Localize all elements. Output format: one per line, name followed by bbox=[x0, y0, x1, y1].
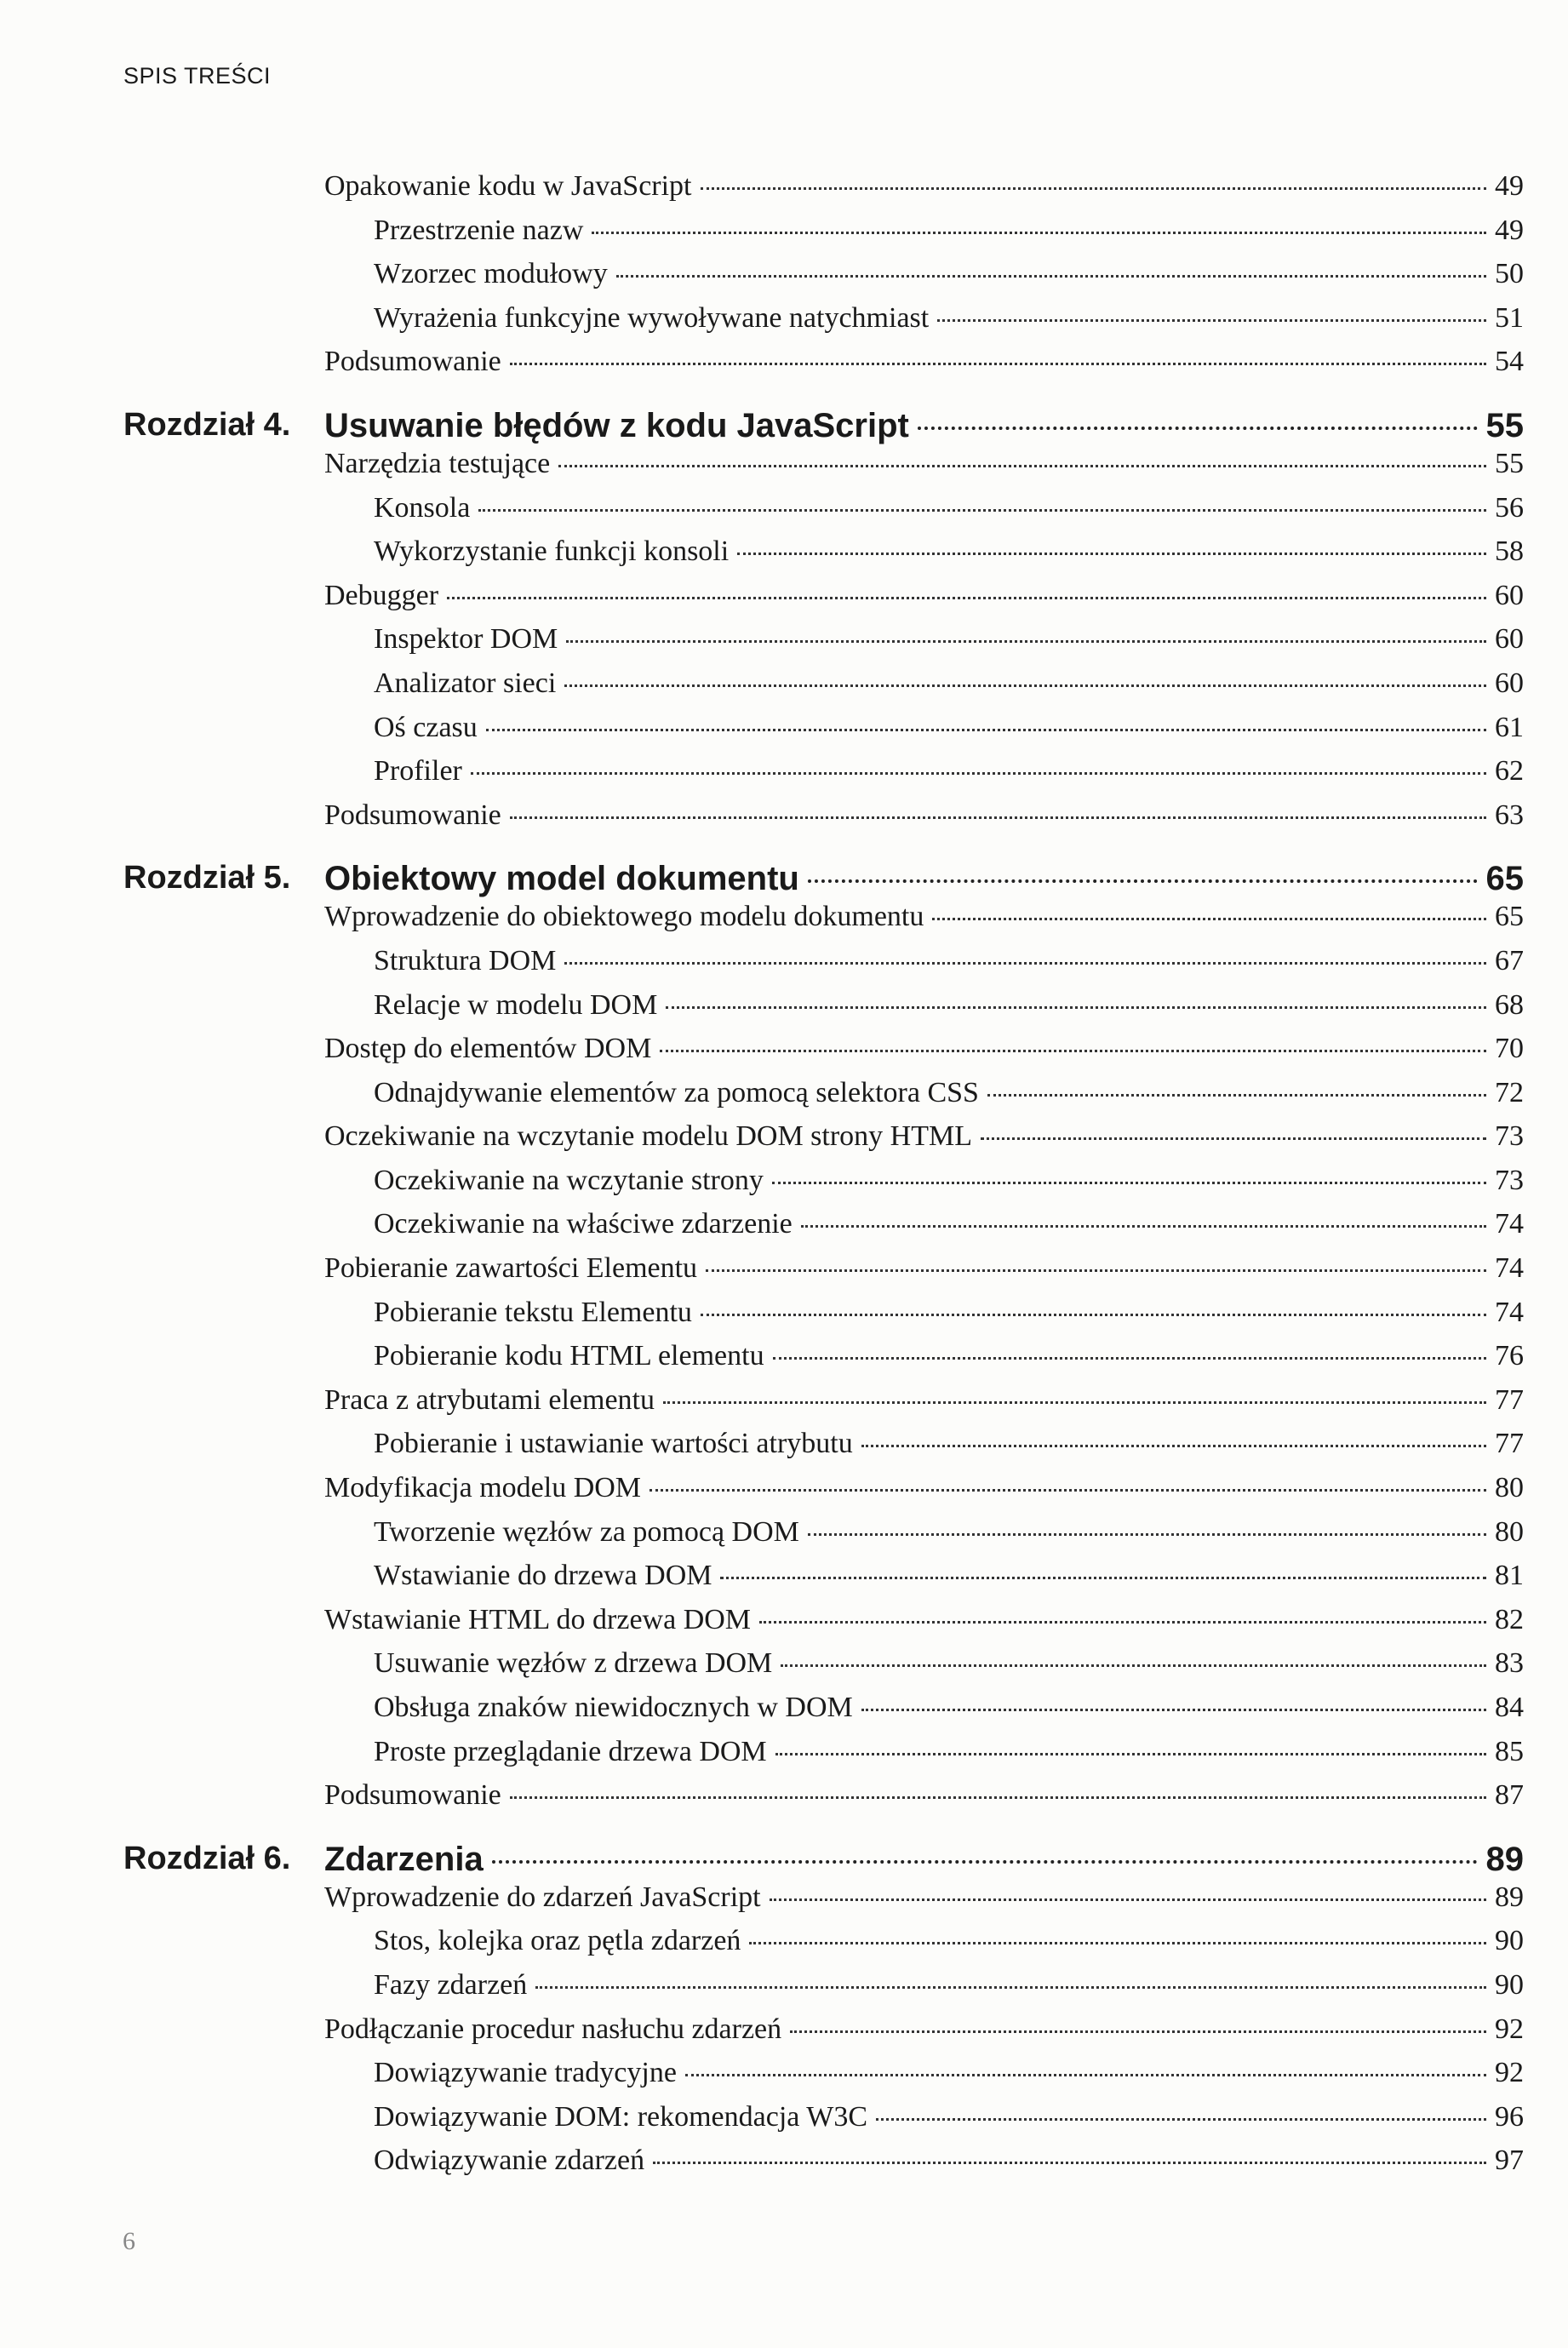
toc-entry-title: Wprowadzenie do obiektowego modelu dokumentu bbox=[324, 901, 924, 933]
toc-entry[interactable] bbox=[0, 2139, 1568, 2184]
toc-entry[interactable] bbox=[0, 1335, 1568, 1379]
toc-entry-title: Pobieranie zawartości Elementu bbox=[324, 1252, 698, 1285]
toc-entry-page: 90 bbox=[1495, 1968, 1524, 2001]
toc-entry-title: Fazy zdarzeń bbox=[374, 1968, 528, 2001]
toc-entry-page: 77 bbox=[1495, 1428, 1524, 1460]
toc-entry[interactable] bbox=[0, 1247, 1568, 1291]
toc-entry-title: Pobieranie tekstu Elementu bbox=[374, 1296, 692, 1328]
toc-entry-title: Debugger bbox=[324, 579, 439, 611]
toc-entry-page: 54 bbox=[1495, 346, 1524, 378]
toc-entry-page: 80 bbox=[1495, 1515, 1524, 1548]
toc-entry-page: 92 bbox=[1495, 2013, 1524, 2045]
toc-entry-page: 80 bbox=[1495, 1472, 1524, 1504]
toc-entry-title: Obsługa znaków niewidocznych w DOM bbox=[374, 1692, 853, 1723]
toc-entry[interactable] bbox=[0, 1964, 1568, 2008]
toc-entry-title: Wykorzystanie funkcji konsoli bbox=[374, 535, 730, 568]
dot-leader bbox=[773, 1357, 1486, 1360]
dot-leader bbox=[808, 879, 1478, 883]
toc-entry[interactable] bbox=[0, 1687, 1568, 1731]
toc-entry-page: 84 bbox=[1495, 1692, 1524, 1723]
toc-entry[interactable] bbox=[0, 794, 1568, 839]
toc-entry-page: 74 bbox=[1495, 1208, 1524, 1240]
toc-entry-page: 74 bbox=[1495, 1252, 1524, 1285]
toc-entry-title: Oczekiwanie na wczytanie modelu DOM strony HTML bbox=[324, 1120, 972, 1153]
dot-leader bbox=[918, 427, 1478, 430]
dot-leader bbox=[937, 319, 1486, 322]
toc-entry-title: Oczekiwanie na właściwe zdarzenie bbox=[374, 1208, 793, 1240]
toc-entry-page: 92 bbox=[1495, 2057, 1524, 2089]
toc-entry-title: Podsumowanie bbox=[324, 346, 501, 378]
toc-entry-title: Pobieranie kodu HTML elementu bbox=[374, 1340, 764, 1372]
chapter-heading[interactable] bbox=[0, 851, 1568, 896]
toc-entry[interactable] bbox=[0, 253, 1568, 297]
toc-entry-title: Konsola bbox=[374, 491, 471, 524]
toc-entry-title: Profiler bbox=[374, 755, 462, 787]
toc-entry[interactable] bbox=[0, 1774, 1568, 1818]
toc-entry-page: 89 bbox=[1495, 1881, 1524, 1913]
toc-entry-page: 51 bbox=[1495, 301, 1524, 334]
toc-entry-title: Wprowadzenie do zdarzeń JavaScript bbox=[324, 1881, 761, 1913]
dot-leader bbox=[653, 2162, 1486, 2164]
toc-entry[interactable] bbox=[0, 209, 1568, 254]
toc-entry[interactable] bbox=[0, 487, 1568, 531]
toc-entry-page: 62 bbox=[1495, 755, 1524, 787]
toc-entry-title: Modyfikacja modelu DOM bbox=[324, 1472, 642, 1504]
toc-entry[interactable] bbox=[0, 1291, 1568, 1336]
chapter-page: 55 bbox=[1485, 406, 1524, 444]
toc-entry-title: Wstawianie HTML do drzewa DOM bbox=[324, 1603, 752, 1635]
dot-leader bbox=[558, 465, 1486, 467]
dot-leader bbox=[770, 1898, 1486, 1901]
chapter-title: Obiektowy model dokumentu bbox=[324, 860, 799, 898]
toc-entry-page: 49 bbox=[1495, 214, 1524, 246]
toc-entry-title: Dowiązywanie DOM: rekomendacja W3C bbox=[374, 2100, 868, 2133]
toc-entry-page: 49 bbox=[1495, 170, 1524, 202]
toc-entry[interactable] bbox=[0, 2096, 1568, 2140]
toc-entry[interactable] bbox=[0, 662, 1568, 707]
dot-leader bbox=[471, 772, 1486, 775]
dot-leader bbox=[478, 509, 1486, 512]
toc-entry[interactable] bbox=[0, 1379, 1568, 1423]
toc-entry-title: Odwiązywanie zdarzeń bbox=[374, 2145, 645, 2177]
dot-leader bbox=[706, 1269, 1486, 1272]
toc-entry-page: 73 bbox=[1495, 1164, 1524, 1196]
toc-entry-title: Wyrażenia funkcyjne wywoływane natychmiast bbox=[374, 301, 930, 334]
chapter-number: Rozdział 6. bbox=[123, 1840, 291, 1876]
toc-entry[interactable] bbox=[0, 1467, 1568, 1511]
dot-leader bbox=[535, 1986, 1486, 1989]
chapter-page: 89 bbox=[1485, 1840, 1524, 1878]
dot-leader bbox=[981, 1137, 1486, 1140]
toc-entry-page: 65 bbox=[1495, 901, 1524, 933]
toc-entry[interactable] bbox=[0, 1160, 1568, 1204]
toc-entry[interactable] bbox=[0, 1876, 1568, 1921]
toc-entry[interactable] bbox=[0, 443, 1568, 487]
dot-leader bbox=[861, 1445, 1486, 1447]
dot-leader bbox=[861, 1709, 1486, 1711]
dot-leader bbox=[510, 1796, 1486, 1799]
chapter-heading[interactable] bbox=[0, 1832, 1568, 1876]
toc-entry[interactable] bbox=[0, 1511, 1568, 1555]
dot-leader bbox=[447, 597, 1486, 599]
toc-entry-title: Wzorzec modułowy bbox=[374, 258, 608, 290]
toc-entry[interactable] bbox=[0, 750, 1568, 794]
dot-leader bbox=[737, 553, 1486, 555]
toc-entry-page: 61 bbox=[1495, 711, 1524, 743]
chapter-heading[interactable] bbox=[0, 398, 1568, 443]
toc-entry-page: 87 bbox=[1495, 1779, 1524, 1812]
toc-entry-title: Oczekiwanie na wczytanie strony bbox=[374, 1164, 764, 1196]
dot-leader bbox=[790, 2030, 1486, 2033]
dot-leader bbox=[566, 640, 1486, 643]
table-of-contents bbox=[0, 165, 1568, 2184]
toc-entry[interactable] bbox=[0, 1642, 1568, 1687]
toc-entry-page: 60 bbox=[1495, 579, 1524, 611]
toc-entry-page: 83 bbox=[1495, 1647, 1524, 1680]
toc-entry-page: 63 bbox=[1495, 799, 1524, 831]
toc-entry-title: Oś czasu bbox=[374, 711, 478, 743]
toc-entry-title: Stos, kolejka oraz pętla zdarzeń bbox=[374, 1925, 741, 1957]
toc-entry[interactable] bbox=[0, 618, 1568, 662]
toc-entry[interactable] bbox=[0, 165, 1568, 209]
dot-leader bbox=[801, 1225, 1486, 1228]
toc-entry[interactable] bbox=[0, 940, 1568, 984]
running-header: SPIS TREŚCI bbox=[123, 63, 272, 89]
dot-leader bbox=[720, 1577, 1486, 1579]
toc-entry-page: 74 bbox=[1495, 1296, 1524, 1328]
toc-entry[interactable] bbox=[0, 1599, 1568, 1643]
toc-entry-title: Podsumowanie bbox=[324, 799, 501, 831]
toc-entry-page: 58 bbox=[1495, 535, 1524, 568]
dot-leader bbox=[749, 1942, 1486, 1944]
toc-entry-page: 60 bbox=[1495, 623, 1524, 656]
toc-entry-title: Podsumowanie bbox=[324, 1779, 501, 1812]
dot-leader bbox=[781, 1664, 1486, 1667]
toc-entry[interactable] bbox=[0, 297, 1568, 341]
dot-leader bbox=[564, 962, 1486, 965]
toc-entry-title: Dowiązywanie tradycyjne bbox=[374, 2057, 677, 2089]
dot-leader bbox=[660, 1050, 1486, 1052]
toc-entry-title: Dostęp do elementów DOM bbox=[324, 1033, 652, 1065]
toc-entry[interactable] bbox=[0, 1555, 1568, 1599]
dot-leader bbox=[987, 1094, 1486, 1097]
toc-entry-title: Praca z atrybutami elementu bbox=[324, 1383, 655, 1416]
dot-leader bbox=[701, 187, 1486, 190]
toc-entry-title: Usuwanie węzłów z drzewa DOM bbox=[374, 1647, 773, 1680]
toc-entry-title: Pobieranie i ustawianie wartości atrybutu bbox=[374, 1428, 853, 1460]
chapter-title: Zdarzenia bbox=[324, 1840, 484, 1878]
toc-entry-page: 60 bbox=[1495, 667, 1524, 699]
toc-entry[interactable] bbox=[0, 1423, 1568, 1467]
toc-entry-title: Proste przeglądanie drzewa DOM bbox=[374, 1735, 767, 1767]
dot-leader bbox=[564, 684, 1486, 687]
chapter-title: Usuwanie błędów z kodu JavaScript bbox=[324, 406, 909, 444]
toc-entry-page: 77 bbox=[1495, 1383, 1524, 1416]
toc-entry-page: 72 bbox=[1495, 1076, 1524, 1108]
chapter-number: Rozdział 4. bbox=[123, 406, 291, 443]
toc-entry-page: 81 bbox=[1495, 1560, 1524, 1592]
toc-entry-title: Struktura DOM bbox=[374, 944, 557, 976]
toc-entry[interactable] bbox=[0, 1072, 1568, 1116]
toc-entry-title: Opakowanie kodu w JavaScript bbox=[324, 170, 692, 202]
page-number: 6 bbox=[123, 2227, 135, 2255]
toc-entry[interactable] bbox=[0, 896, 1568, 940]
dot-leader bbox=[772, 1182, 1486, 1184]
toc-entry[interactable] bbox=[0, 984, 1568, 1028]
toc-entry[interactable] bbox=[0, 530, 1568, 575]
toc-entry-title: Wstawianie do drzewa DOM bbox=[374, 1560, 712, 1592]
toc-entry-page: 97 bbox=[1495, 2145, 1524, 2177]
toc-entry[interactable] bbox=[0, 575, 1568, 619]
toc-entry-page: 67 bbox=[1495, 944, 1524, 976]
dot-leader bbox=[510, 816, 1486, 819]
toc-entry-title: Przestrzenie nazw bbox=[374, 214, 584, 246]
toc-entry-page: 70 bbox=[1495, 1033, 1524, 1065]
chapter-page: 65 bbox=[1485, 860, 1524, 898]
dot-leader bbox=[492, 1860, 1478, 1864]
toc-entry[interactable] bbox=[0, 1115, 1568, 1160]
toc-entry[interactable] bbox=[0, 2008, 1568, 2053]
toc-entry-page: 85 bbox=[1495, 1735, 1524, 1767]
toc-entry-page: 68 bbox=[1495, 988, 1524, 1021]
toc-entry-page: 76 bbox=[1495, 1340, 1524, 1372]
dot-leader bbox=[775, 1753, 1486, 1755]
toc-entry-page: 82 bbox=[1495, 1603, 1524, 1635]
dot-leader bbox=[486, 729, 1486, 731]
dot-leader bbox=[666, 1006, 1486, 1009]
dot-leader bbox=[876, 2118, 1486, 2121]
dot-leader bbox=[701, 1314, 1486, 1316]
toc-entry-page: 55 bbox=[1495, 447, 1524, 479]
toc-entry[interactable] bbox=[0, 1203, 1568, 1247]
toc-entry-title: Relacje w modelu DOM bbox=[374, 988, 658, 1021]
toc-entry-title: Tworzenie węzłów za pomocą DOM bbox=[374, 1515, 799, 1548]
dot-leader bbox=[650, 1489, 1486, 1492]
toc-entry[interactable] bbox=[0, 2052, 1568, 2096]
toc-entry[interactable] bbox=[0, 1731, 1568, 1775]
dot-leader bbox=[663, 1401, 1486, 1404]
toc-entry-title: Narzędzia testujące bbox=[324, 447, 551, 479]
dot-leader bbox=[616, 275, 1486, 278]
dot-leader bbox=[808, 1533, 1486, 1536]
toc-entry-page: 90 bbox=[1495, 1925, 1524, 1957]
toc-entry-page: 56 bbox=[1495, 491, 1524, 524]
toc-entry[interactable] bbox=[0, 341, 1568, 385]
toc-entry-title: Analizator sieci bbox=[374, 667, 557, 699]
dot-leader bbox=[510, 363, 1486, 365]
chapter-number: Rozdział 5. bbox=[123, 860, 291, 896]
toc-entry-title: Podłączanie procedur nasłuchu zdarzeń bbox=[324, 2013, 782, 2045]
toc-entry-page: 73 bbox=[1495, 1120, 1524, 1153]
toc-entry[interactable] bbox=[0, 707, 1568, 751]
dot-leader bbox=[759, 1621, 1486, 1624]
dot-leader bbox=[685, 2074, 1486, 2076]
toc-entry-page: 50 bbox=[1495, 258, 1524, 290]
dot-leader bbox=[592, 232, 1486, 234]
toc-entry[interactable] bbox=[0, 1028, 1568, 1072]
toc-entry[interactable] bbox=[0, 1920, 1568, 1964]
toc-entry-title: Odnajdywanie elementów za pomocą selektora CSS bbox=[374, 1076, 979, 1108]
toc-entry-title: Inspektor DOM bbox=[374, 623, 558, 656]
dot-leader bbox=[932, 918, 1486, 920]
toc-entry-page: 96 bbox=[1495, 2100, 1524, 2133]
